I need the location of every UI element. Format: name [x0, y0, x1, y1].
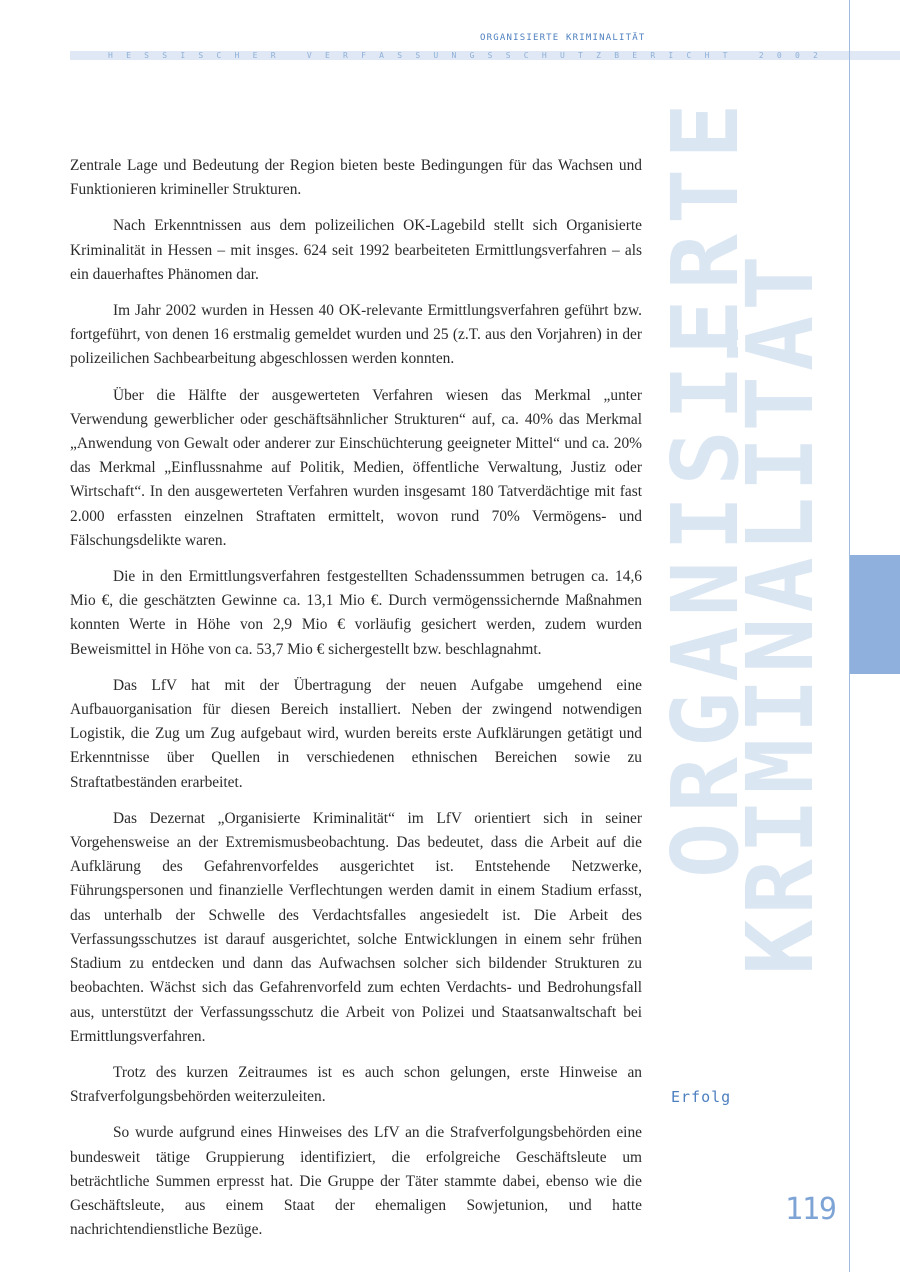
- running-title-letter: E: [324, 51, 330, 60]
- paragraph: Zentrale Lage und Bedeutung der Region bieten beste Bedingungen für das Wachsen und Funktionieren krimineller Strukturen.: [70, 157, 642, 199]
- running-title-letter: E: [126, 51, 131, 60]
- running-title-letter: R: [270, 51, 276, 60]
- running-title-letter: I: [180, 51, 186, 60]
- paragraph: Das LfV hat mit der Übertragung der neuen Aufgabe umgehend eine Aufbauorganisation für diesen Bereich installiert. Neben der zwingend notwendigen Logistik, die Zug um Zug aufgebaut wird, wurden bereits erste Aufklärungen getätigt und Erkenntnisse über Quellen in verschiedenen ethnischen Bereichen sowie zu Straftatbeständen erarbeitet.: [70, 676, 642, 791]
- running-title-letter: S: [162, 51, 168, 60]
- running-title-letter: I: [668, 51, 674, 60]
- running-title-letter: [741, 51, 746, 60]
- running-title-letter: 2: [813, 51, 818, 60]
- running-title-letter: B: [614, 51, 620, 60]
- running-title-letter: S: [505, 51, 511, 60]
- running-title-letter: U: [433, 51, 439, 60]
- running-title-letter: H: [541, 51, 547, 60]
- paragraph: So wurde aufgrund eines Hinweises des LfV an die Strafverfolgungsbehörden eine bundesweit tätige Gruppierung identifiziert, die erfolgreiche Geschäftsleute um beträchtliche Summen erpresst hat. Die Gruppe der Täter stammte dabei, ebenso wie die Geschäftsleute, aus einem Staat der ehemaligen Sowjetunion, und hatte nachrichtendienstliche Bezüge.: [70, 1124, 642, 1239]
- running-title-letter: Z: [596, 51, 601, 60]
- paragraph: Im Jahr 2002 wurden in Hessen 40 OK-relevante Ermittlungsverfahren geführt bzw. fortgeführt, von denen 16 erstmalig gemeldet wurden und 25 (z.T. aus den Vorjahren) in der polizeilichen Sachbearbeitung abgeschlossen werden konnten.: [70, 302, 642, 368]
- decor-word-kriminalitaet: KRIMINALITÄT: [727, 250, 834, 975]
- running-title-letter: H: [234, 51, 240, 60]
- running-title-letter: 0: [794, 51, 800, 60]
- paragraph: Trotz des kurzen Zeitraumes ist es auch schon gelungen, erste Hinweise an Strafverfolgungsbehörden weiterzuleiten.: [70, 1063, 642, 1106]
- chapter-tab: [850, 555, 900, 674]
- running-title-letter: T: [722, 51, 728, 60]
- section-title: ORGANISIERTE KRIMINALITÄT: [480, 33, 646, 43]
- running-title-letter: N: [451, 51, 457, 60]
- paragraph: Nach Erkenntnissen aus dem polizeilichen OK-Lagebild stellt sich Organisierte Kriminalität in Hessen – mit insges. 624 seit 1992 bearbeiteten Ermittlungsverfahren – als ein dauerhaftes Phänomen dar.: [70, 217, 642, 283]
- running-title-letter: H: [108, 51, 113, 60]
- running-title-letter: 0: [776, 51, 782, 60]
- running-title-letter: U: [559, 51, 565, 60]
- paragraph: Über die Hälfte der ausgewerteten Verfahren wiesen das Merkmal „unter Verwendung gewerblicher oder geschäftsähnlicher Strukturen“ auf, ca. 40% das Merkmal „Anwendung von Gewalt oder anderer zur Einschüchterung geeigneter Mittel“ und ca. 20% das Merkmal „Einflussnahme auf Politik, Medien, öffentliche Verwaltung, Justiz oder Wirtschaft“. In den ausgewerteten Verfahren wurden insgesamt 180 Tatverdächtige mit fast 2.000 erfassten einzelnen Straftaten ermittelt, wovon rund 70% Vermögens- und Fälschungsdelikte waren.: [70, 386, 642, 549]
- running-title-letter: 2: [758, 51, 764, 60]
- running-title-letter: C: [523, 51, 529, 60]
- page-number: 119: [784, 1192, 836, 1227]
- running-title-letter: S: [415, 51, 421, 60]
- paragraph: Die in den Ermittlungsverfahren festgestellten Schadenssummen betrugen ca. 14,6 Mio €, die geschätzten Gewinne ca. 13,1 Mio €. Durch vermögenssichernde Maßnahmen konnten Werte in Höhe von 2,9 Mio € vorläufig gesichert werden, zudem wurden Beweismittel in Höhe von ca. 53,7 Mio € sichergestellt bzw. beschlagnahmt.: [70, 568, 642, 658]
- running-title-letter: F: [361, 51, 366, 60]
- running-title-letter: S: [397, 51, 403, 60]
- running-title-letter: S: [144, 51, 149, 60]
- running-title-letter: V: [306, 51, 312, 60]
- running-title-letter: H: [704, 51, 710, 60]
- running-title: [108, 51, 818, 60]
- running-title-letter: C: [216, 51, 222, 60]
- decor-word-organisierte: ORGANISIERTE: [652, 93, 759, 878]
- running-title-letter: R: [650, 51, 656, 60]
- running-title-letter: A: [379, 51, 384, 60]
- running-title-letter: [289, 51, 294, 60]
- running-title-letter: S: [487, 51, 493, 60]
- running-title-letter: T: [578, 51, 583, 60]
- paragraph: Das Dezernat „Organisierte Kriminalität“ im LfV orientiert sich in seiner Vorgehensweise an der Extremismusbeobachtung. Das bedeutet, dass die Arbeit auf die Aufklärung des Gefahrenvorfeldes ausgerichtet ist. Entstehende Netzwerke, Führungspersonen und finanzielle Verflechtungen werden damit in einem Stadium erfasst, das unterhalb der Schwelle des Verdachtsfalles angesiedelt ist. Die Arbeit des Verfassungsschutzes ist darauf ausgerichtet, solche Entwicklungen in einem sehr frühen Stadium zu entdecken und dann das Aufwachsen solcher sich bildender Strukturen zu beobachten. Wächst sich das Gefahrenvorfeld zum echten Verdachts- und Bedrohungsfall aus, unterstützt der Verfassungsschutz die Arbeit von Polizei und Staatsanwaltschaft bei Ermittlungsverfahren.: [70, 809, 642, 1045]
- running-title-letter: R: [343, 51, 348, 60]
- running-title-letter: C: [686, 51, 692, 60]
- running-title-letter: G: [469, 51, 475, 60]
- body-text: [70, 154, 642, 1254]
- running-title-letter: E: [632, 51, 638, 60]
- margin-note: Erfolg: [671, 1088, 732, 1106]
- running-title-letter: E: [252, 51, 258, 60]
- running-title-letter: S: [198, 51, 204, 60]
